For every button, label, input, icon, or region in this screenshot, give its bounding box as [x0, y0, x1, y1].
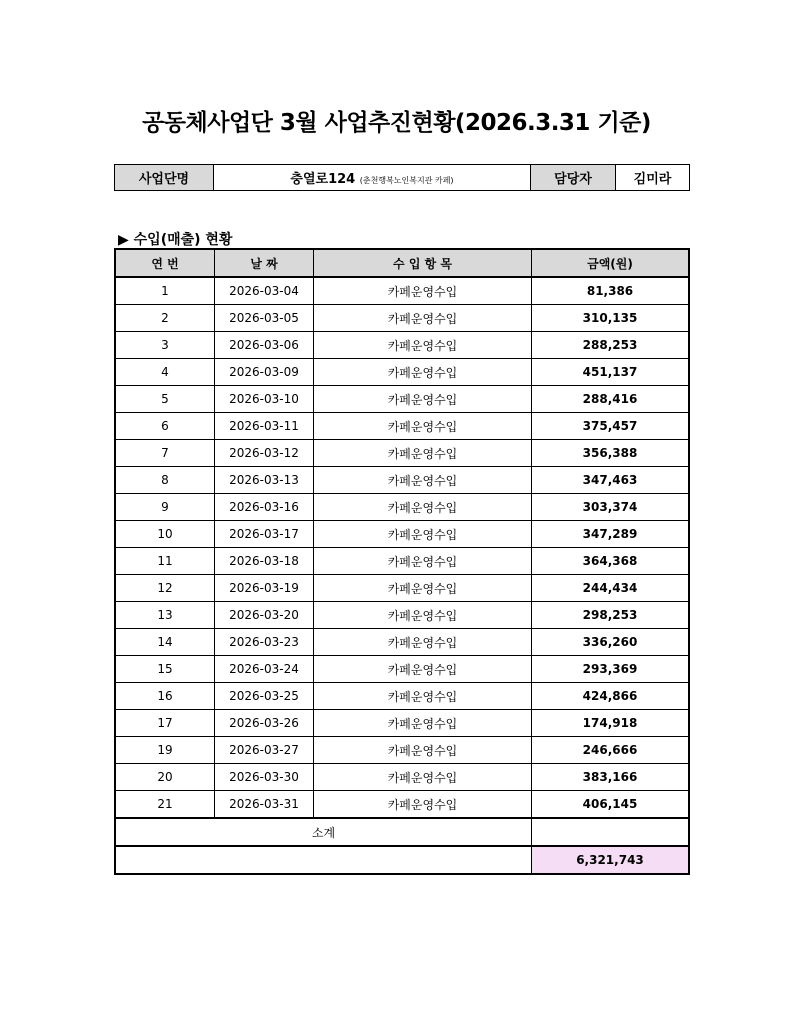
row-date: 2026-03-30 — [215, 764, 314, 791]
table-row — [115, 467, 689, 494]
row-date: 2026-03-05 — [215, 305, 314, 332]
subtotal-label: 소계 — [115, 818, 532, 846]
row-item: 카페운영수입 — [314, 629, 532, 656]
page-title: 공동체사업단 3월 사업추진현황(2026.3.31 기준) — [142, 110, 651, 136]
row-no: 12 — [115, 575, 215, 602]
row-item: 카페운영수입 — [314, 548, 532, 575]
row-date: 2026-03-19 — [215, 575, 314, 602]
row-no: 13 — [115, 602, 215, 629]
row-date: 2026-03-12 — [215, 440, 314, 467]
table-row — [115, 683, 689, 710]
row-amount: 288,253 — [532, 332, 690, 359]
row-amount: 364,368 — [532, 548, 690, 575]
row-amount: 383,166 — [532, 764, 690, 791]
row-amount: 336,260 — [532, 629, 690, 656]
row-amount: 246,666 — [532, 737, 690, 764]
row-no: 20 — [115, 764, 215, 791]
row-date: 2026-03-10 — [215, 386, 314, 413]
header-amount: 금액(원) — [532, 249, 690, 277]
row-no: 16 — [115, 683, 215, 710]
row-no: 11 — [115, 548, 215, 575]
row-amount: 303,374 — [532, 494, 690, 521]
table-row — [115, 548, 689, 575]
table-row — [115, 710, 689, 737]
table-row — [115, 305, 689, 332]
row-no: 19 — [115, 737, 215, 764]
table-row — [115, 440, 689, 467]
row-no: 21 — [115, 791, 215, 819]
row-item: 카페운영수입 — [314, 521, 532, 548]
row-amount: 293,369 — [532, 656, 690, 683]
row-amount: 406,145 — [532, 791, 690, 819]
row-date: 2026-03-11 — [215, 413, 314, 440]
row-no: 9 — [115, 494, 215, 521]
table-row — [115, 413, 689, 440]
row-date: 2026-03-06 — [215, 332, 314, 359]
business-name-sub: (춘천행복노인복지관 카페) — [359, 176, 454, 185]
row-item: 카페운영수입 — [314, 359, 532, 386]
row-amount: 347,463 — [532, 467, 690, 494]
row-amount: 298,253 — [532, 602, 690, 629]
header-date: 날 짜 — [215, 249, 314, 277]
row-amount: 244,434 — [532, 575, 690, 602]
business-name-value: 충열로124 — [290, 172, 356, 187]
row-no: 8 — [115, 467, 215, 494]
table-row — [115, 332, 689, 359]
row-amount: 81,386 — [532, 277, 690, 305]
row-no: 15 — [115, 656, 215, 683]
row-date: 2026-03-20 — [215, 602, 314, 629]
row-no: 10 — [115, 521, 215, 548]
row-amount: 347,289 — [532, 521, 690, 548]
table-row — [115, 521, 689, 548]
header-no: 연 번 — [115, 249, 215, 277]
subtotal-row — [115, 818, 689, 846]
row-item: 카페운영수입 — [314, 413, 532, 440]
row-amount: 375,457 — [532, 413, 690, 440]
row-date: 2026-03-04 — [215, 277, 314, 305]
table-row — [115, 764, 689, 791]
table-row — [115, 386, 689, 413]
business-name-label: 사업단명 — [115, 165, 214, 191]
row-no: 5 — [115, 386, 215, 413]
row-amount: 174,918 — [532, 710, 690, 737]
row-date: 2026-03-27 — [215, 737, 314, 764]
row-item: 카페운영수입 — [314, 332, 532, 359]
row-item: 카페운영수입 — [314, 277, 532, 305]
row-date: 2026-03-18 — [215, 548, 314, 575]
row-amount: 288,416 — [532, 386, 690, 413]
table-row — [115, 629, 689, 656]
total-row — [115, 846, 689, 874]
manager-label: 담당자 — [531, 165, 616, 191]
income-table — [114, 248, 690, 875]
row-date: 2026-03-31 — [215, 791, 314, 819]
total-amount: 6,321,743 — [532, 846, 690, 874]
table-row — [115, 277, 689, 305]
row-item: 카페운영수입 — [314, 683, 532, 710]
row-item: 카페운영수입 — [314, 710, 532, 737]
row-no: 6 — [115, 413, 215, 440]
row-date: 2026-03-16 — [215, 494, 314, 521]
row-date: 2026-03-23 — [215, 629, 314, 656]
row-item: 카페운영수입 — [314, 386, 532, 413]
row-date: 2026-03-09 — [215, 359, 314, 386]
row-item: 카페운영수입 — [314, 764, 532, 791]
manager-value: 김미라 — [616, 165, 690, 191]
row-amount: 424,866 — [532, 683, 690, 710]
business-info-table — [114, 164, 690, 191]
row-date: 2026-03-25 — [215, 683, 314, 710]
row-no: 2 — [115, 305, 215, 332]
subtotal-amount — [532, 818, 690, 846]
row-amount: 356,388 — [532, 440, 690, 467]
row-date: 2026-03-26 — [215, 710, 314, 737]
row-no: 17 — [115, 710, 215, 737]
row-no: 7 — [115, 440, 215, 467]
header-item: 수 입 항 목 — [314, 249, 532, 277]
row-no: 4 — [115, 359, 215, 386]
table-row — [115, 791, 689, 819]
row-item: 카페운영수입 — [314, 575, 532, 602]
row-item: 카페운영수입 — [314, 737, 532, 764]
row-item: 카페운영수입 — [314, 791, 532, 819]
row-date: 2026-03-13 — [215, 467, 314, 494]
row-no: 3 — [115, 332, 215, 359]
table-row — [115, 656, 689, 683]
total-label-cell — [115, 846, 532, 874]
business-name-cell — [214, 165, 531, 191]
row-item: 카페운영수입 — [314, 494, 532, 521]
row-item: 카페운영수입 — [314, 467, 532, 494]
table-row — [115, 737, 689, 764]
row-item: 카페운영수입 — [314, 656, 532, 683]
row-item: 카페운영수입 — [314, 440, 532, 467]
row-date: 2026-03-24 — [215, 656, 314, 683]
section-title: ▶ 수입(매출) 현황 — [118, 232, 233, 248]
table-row — [115, 575, 689, 602]
table-row — [115, 494, 689, 521]
table-row — [115, 602, 689, 629]
table-row — [115, 359, 689, 386]
row-date: 2026-03-17 — [215, 521, 314, 548]
row-no: 1 — [115, 277, 215, 305]
row-item: 카페운영수입 — [314, 305, 532, 332]
row-no: 14 — [115, 629, 215, 656]
row-amount: 451,137 — [532, 359, 690, 386]
row-item: 카페운영수입 — [314, 602, 532, 629]
row-amount: 310,135 — [532, 305, 690, 332]
table-header-row — [115, 249, 689, 277]
